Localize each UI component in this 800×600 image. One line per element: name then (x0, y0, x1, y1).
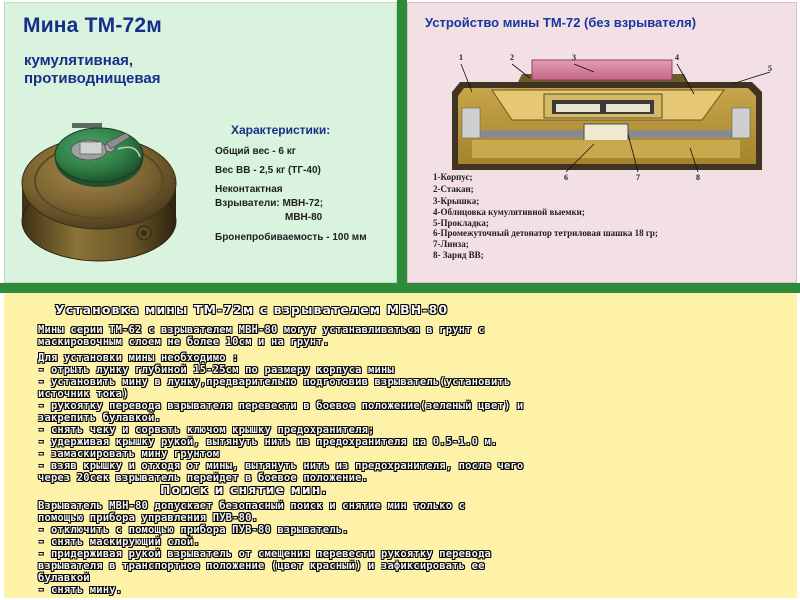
install-text-line: - замаскировать мину грунтом (38, 448, 220, 460)
install-text-line: Для установки мины необходимо : (38, 352, 239, 364)
characteristic-item: Неконтактная (215, 184, 283, 195)
callout-number: 8 (696, 173, 700, 182)
callout-number: 1 (459, 53, 463, 62)
install-text-line: маскировочным слоем не более 10см и на грунт. (38, 336, 330, 348)
characteristic-item: МВН-80 (285, 212, 323, 223)
install-text-line: источник тока) (38, 388, 129, 400)
characteristic-item: Вес ВВ - 2,5 кг (ТГ-40) (215, 165, 321, 176)
legend-item: 2-Стакан; (433, 184, 474, 194)
search-text-line: - снять мину. (38, 584, 123, 596)
legend-item: 7-Линза; (433, 239, 469, 249)
install-text-line: закрепить булавкой. (38, 412, 161, 424)
search-text-line: Взрыватель МВН-80 допускает безопасный поиск и снятие мин только с (38, 500, 466, 512)
callout-number: 4 (675, 53, 679, 62)
horizontal-divider (0, 283, 800, 293)
install-text-line: - взяв крышку и отходя от мины, вытянуть нить из предохранителя, после чего (38, 460, 524, 472)
legend-item: 6-Промежуточный детонатор тетриловая шашка 18 гр; (433, 228, 658, 238)
characteristics-title: Характеристики: (231, 123, 331, 137)
install-text-line: - снять чеку и сорвать ключом крышку предохранителя; (38, 424, 375, 436)
legend-item: 5-Прокладка; (433, 218, 489, 228)
search-text-line: - снять маскирующий слой. (38, 536, 200, 548)
search-text-line: булавкой (38, 572, 90, 584)
install-heading: Установка мины ТМ-72м с взрывателем МВН-80 (55, 302, 449, 317)
install-text-line: - удерживая крышку рукой, вытянуть нить из предохранителя на 0.5-1.0 м. (38, 436, 498, 448)
search-heading: Поиск и снятие мин. (160, 482, 328, 497)
mine-subtitle (24, 52, 254, 88)
legend-item: 3-Крышка; (433, 196, 480, 206)
search-text-line: - придерживая рукой взрыватель от смещения перевести рукоятку перевода (38, 548, 492, 560)
search-text-line: помощью прибора управления ПУВ-80. (38, 512, 259, 524)
install-text-line: через 20сек взрыватель перейдет в боевое положение. (38, 472, 369, 484)
characteristic-item: Общий вес - 6 кг (215, 146, 296, 157)
callout-number: 7 (636, 173, 640, 182)
characteristic-item: Бронепробиваемость - 100 мм (215, 232, 367, 243)
legend-item: 4-Облицовка кумулятивной выемки; (433, 207, 585, 217)
install-text-line: - установить мину в лунку,предварительно подготовив взрыватель(установить (38, 376, 511, 388)
device-title: Устройство мины ТМ-72 (без взрывателя) (425, 15, 697, 30)
search-text-line: - отключить с помощью прибора ПУВ-80 взрыватель. (38, 524, 349, 536)
search-text-line: взрывателя в транспортное положение (цвет красный) и зафиксировать ее (38, 560, 485, 572)
legend-item: 8- Заряд ВВ; (433, 250, 484, 260)
callout-number: 2 (510, 53, 514, 62)
mine-title: Мина ТМ-72м (23, 14, 163, 37)
vertical-divider (397, 0, 407, 287)
install-text-line: - отрыть лунку глубиной 15-25см по размеру корпуса мины (38, 364, 394, 376)
legend-item: 1-Корпус; (433, 172, 473, 182)
callout-number: 6 (564, 173, 568, 182)
subtitle-line: кумулятивная, (24, 52, 134, 69)
mine-photo (14, 103, 184, 268)
callout-number: 3 (572, 53, 576, 62)
characteristic-item: Взрыватели: МВН-72; (215, 198, 324, 209)
install-text-line: - рукоятку перевода взрывателя перевести в боевое положение(зеленый цвет) и (38, 400, 524, 412)
callout-number: 5 (768, 64, 772, 73)
subtitle-line: противоднищевая (24, 70, 161, 87)
install-text-line: Мины серии ТМ-62 с взрывателем МВН-80 могут устанавливаться в грунт с (38, 324, 485, 336)
mine-cross-section-diagram (432, 48, 780, 178)
